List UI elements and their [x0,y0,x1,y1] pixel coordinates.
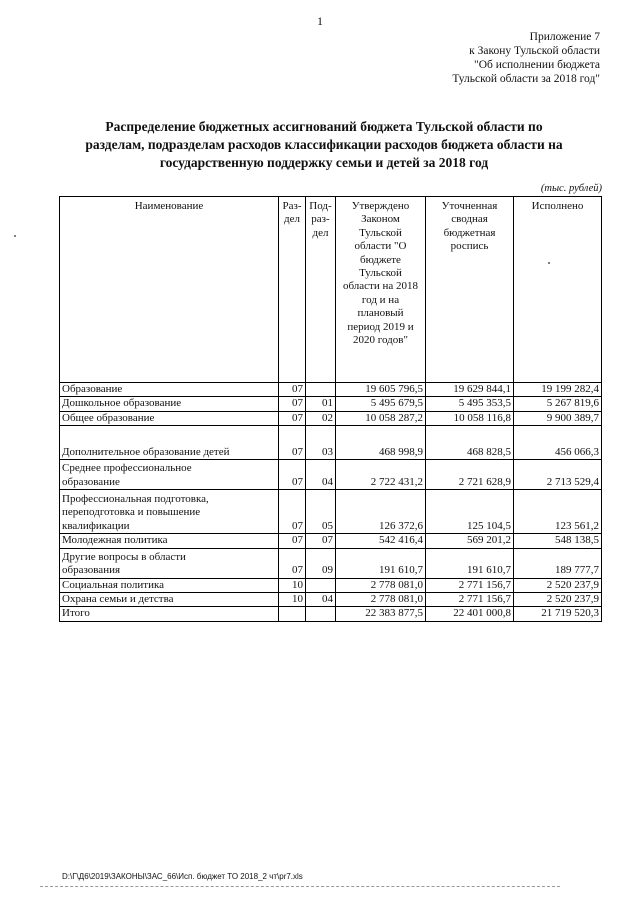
table-row [60,593,602,607]
document-title [40,118,608,172]
cell-approved: 2 778 081,0 [336,593,426,607]
table-row [60,607,602,621]
cell-podrazdel: 09 [306,548,336,578]
file-path: D:\Г\Д6\2019\ЗАКОНЫ\ЗАС_66\Исп. бюджет ТО 2018_2 чт\pr7.xls [62,872,303,881]
cell-podrazdel: 01 [306,397,336,411]
cell-razdel [279,607,306,621]
cell-razdel: 07 [279,490,306,534]
cell-refined: 22 401 000,8 [426,607,514,621]
title-line: Распределение бюджетных ассигнований бюджета Тульской области по [105,119,543,134]
cell-refined: 5 495 353,5 [426,397,514,411]
table-row [60,397,602,411]
cell-approved: 5 495 679,5 [336,397,426,411]
cell-refined: 468 828,5 [426,426,514,460]
cell-executed: 2 520 237,9 [514,578,602,592]
cell-podrazdel [306,578,336,592]
title-line: разделам, подразделам расходов классификации расходов бюджета области на [85,137,563,152]
cell-executed: 21 719 520,3 [514,607,602,621]
cell-name: Молодежная политика [60,534,279,548]
footer-divider [40,886,560,887]
budget-table [59,196,602,622]
cell-razdel: 10 [279,593,306,607]
header-refined: Уточненная сводная бюджетная роспись [426,197,514,383]
cell-approved: 191 610,7 [336,548,426,578]
cell-refined: 191 610,7 [426,548,514,578]
header-approved: Утверждено Законом Тульской области "О бюджете Тульской области на 2018 год и на плановый период 2019 и 2020 годов" [336,197,426,383]
cell-podrazdel: 03 [306,426,336,460]
cell-approved: 22 383 877,5 [336,607,426,621]
units-label: (тыс. рублей) [540,183,602,194]
cell-podrazdel: 04 [306,460,336,490]
cell-approved: 2 722 431,2 [336,460,426,490]
cell-name: Профессиональная подготовка, переподготовка и повышение квалификации [60,490,279,534]
table-body [60,383,602,622]
appendix-line: Приложение 7 [529,31,600,43]
table-row [60,578,602,592]
table-header-row [60,197,602,383]
table-row [60,383,602,397]
cell-executed: 2 713 529,4 [514,460,602,490]
table-row [60,548,602,578]
cell-refined: 2 771 156,7 [426,578,514,592]
cell-razdel: 07 [279,534,306,548]
scan-speck [548,262,550,264]
cell-podrazdel: 02 [306,411,336,425]
cell-name: Другие вопросы в области образования [60,548,279,578]
cell-executed: 123 561,2 [514,490,602,534]
cell-name: Охрана семьи и детства [60,593,279,607]
cell-approved: 542 416,4 [336,534,426,548]
cell-podrazdel: 05 [306,490,336,534]
appendix-header [360,30,600,86]
cell-executed: 5 267 819,6 [514,397,602,411]
appendix-line: "Об исполнении бюджета [474,59,600,71]
scan-speck [14,235,16,237]
page-number: 1 [317,14,323,28]
cell-name: Дошкольное образование [60,397,279,411]
cell-razdel: 07 [279,426,306,460]
cell-executed: 19 199 282,4 [514,383,602,397]
header-name: Наименование [60,197,279,383]
appendix-line: Тульской области за 2018 год" [452,73,600,85]
cell-executed: 9 900 389,7 [514,411,602,425]
cell-refined: 10 058 116,8 [426,411,514,425]
cell-executed: 456 066,3 [514,426,602,460]
table-row [60,460,602,490]
appendix-line: к Закону Тульской области [469,45,600,57]
cell-refined: 2 721 628,9 [426,460,514,490]
cell-razdel: 07 [279,383,306,397]
cell-refined: 569 201,2 [426,534,514,548]
header-executed: Исполнено [514,197,602,383]
header-razdel: Раз- дел [279,197,306,383]
table-row [60,426,602,460]
title-line: государственную поддержку семьи и детей за 2018 год [159,155,489,170]
cell-name: Среднее профессиональное образование [60,460,279,490]
cell-executed: 189 777,7 [514,548,602,578]
cell-razdel: 07 [279,548,306,578]
table-row [60,534,602,548]
cell-approved: 126 372,6 [336,490,426,534]
cell-approved: 2 778 081,0 [336,578,426,592]
cell-executed: 548 138,5 [514,534,602,548]
cell-refined: 125 104,5 [426,490,514,534]
cell-approved: 19 605 796,5 [336,383,426,397]
cell-name: Образование [60,383,279,397]
cell-name: Дополнительное образование детей [60,426,279,460]
cell-podrazdel [306,383,336,397]
cell-razdel: 07 [279,397,306,411]
table-row [60,490,602,534]
header-podrazdel: Под- раз- дел [306,197,336,383]
cell-refined: 2 771 156,7 [426,593,514,607]
cell-executed: 2 520 237,9 [514,593,602,607]
cell-approved: 10 058 287,2 [336,411,426,425]
cell-approved: 468 998,9 [336,426,426,460]
cell-razdel: 07 [279,460,306,490]
cell-refined: 19 629 844,1 [426,383,514,397]
cell-name: Социальная политика [60,578,279,592]
cell-podrazdel: 04 [306,593,336,607]
cell-razdel: 07 [279,411,306,425]
table-row [60,411,602,425]
cell-podrazdel [306,607,336,621]
cell-name: Итого [60,607,279,621]
cell-razdel: 10 [279,578,306,592]
cell-podrazdel: 07 [306,534,336,548]
cell-name: Общее образование [60,411,279,425]
